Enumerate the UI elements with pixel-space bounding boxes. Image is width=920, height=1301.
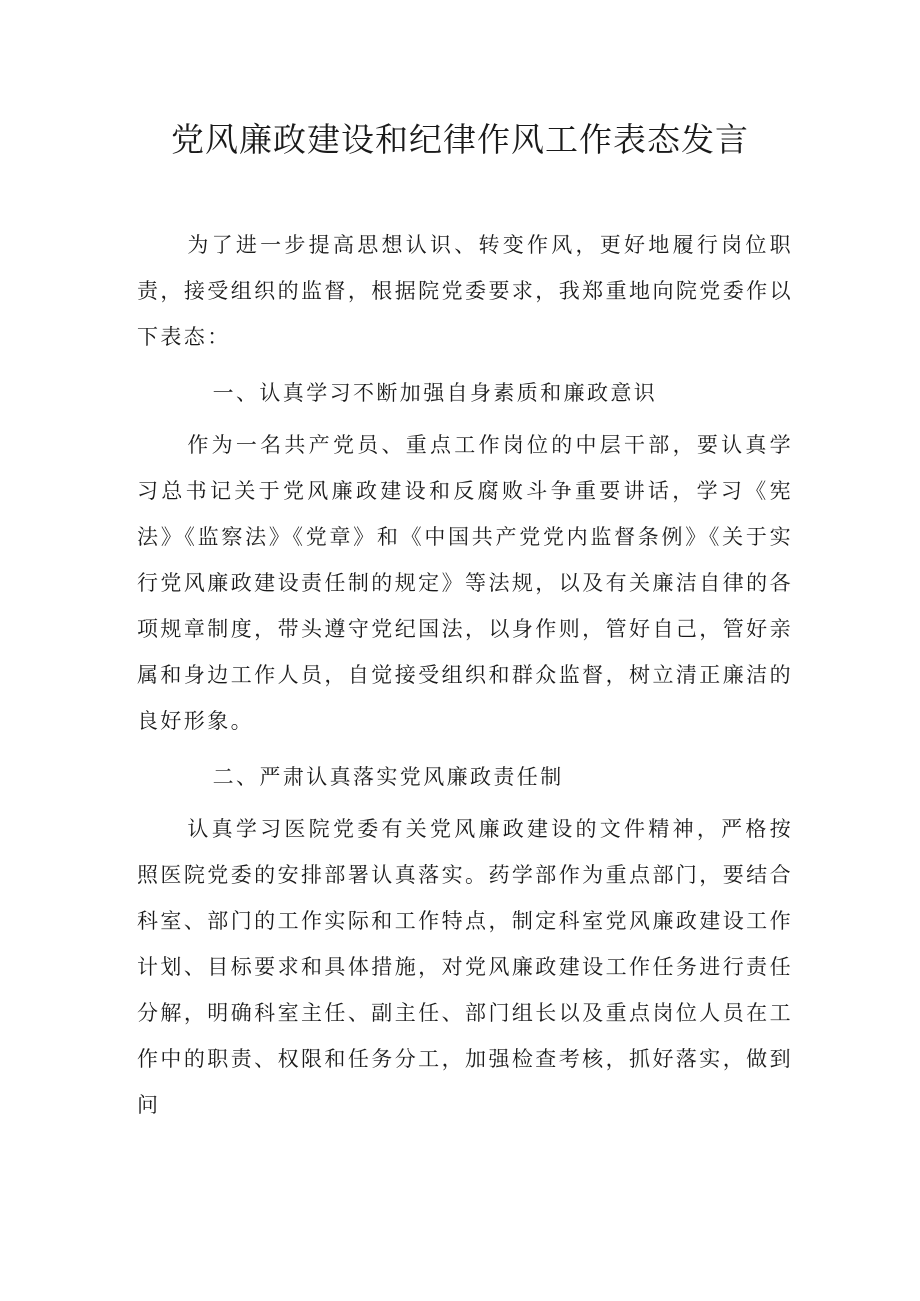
intro-paragraph: 为了进一步提高思想认识、转变作风，更好地履行岗位职责，接受组织的监督，根据院党委要求，我郑重地向院党委作以下表态： bbox=[137, 233, 793, 349]
section-2-paragraph: 认真学习医院党委有关党风廉政建设的文件精神，严格按照医院党委的安排部署认真落实。药学部作为重点部门，要结合科室、部门的工作实际和工作特点，制定科室党风廉政建设工作计划、目标要求和具体措施，对党风廉政建设工作任务进行责任分解，明确科室主任、副主任、部门组长以及重点岗位人员在工作中的职责、权限和任务分工，加强检查考核，抓好落实，做到问 bbox=[137, 817, 793, 1117]
section-1-paragraph: 作为一名共产党员、重点工作岗位的中层干部，要认真学习总书记关于党风廉政建设和反腐败斗争重要讲话，学习《宪法》《监察法》《党章》和《中国共产党党内监督条例》《关于实行党风廉政建设责任制的规定》等法规，以及有关廉洁自律的各项规章制度，带头遵守党纪国法，以身作则，管好自己，管好亲属和身边工作人员，自觉接受组织和群众监督，树立清正廉洁的良好形象。 bbox=[137, 433, 793, 733]
section-1-heading: 一、认真学习不断加强自身素质和廉政意识 bbox=[212, 381, 658, 405]
section-2-heading: 二、严肃认真落实党风廉政责任制 bbox=[212, 765, 564, 789]
document-body bbox=[137, 222, 793, 1128]
document-title: 党风廉政建设和纪律作风工作表态发言 bbox=[171, 120, 749, 159]
